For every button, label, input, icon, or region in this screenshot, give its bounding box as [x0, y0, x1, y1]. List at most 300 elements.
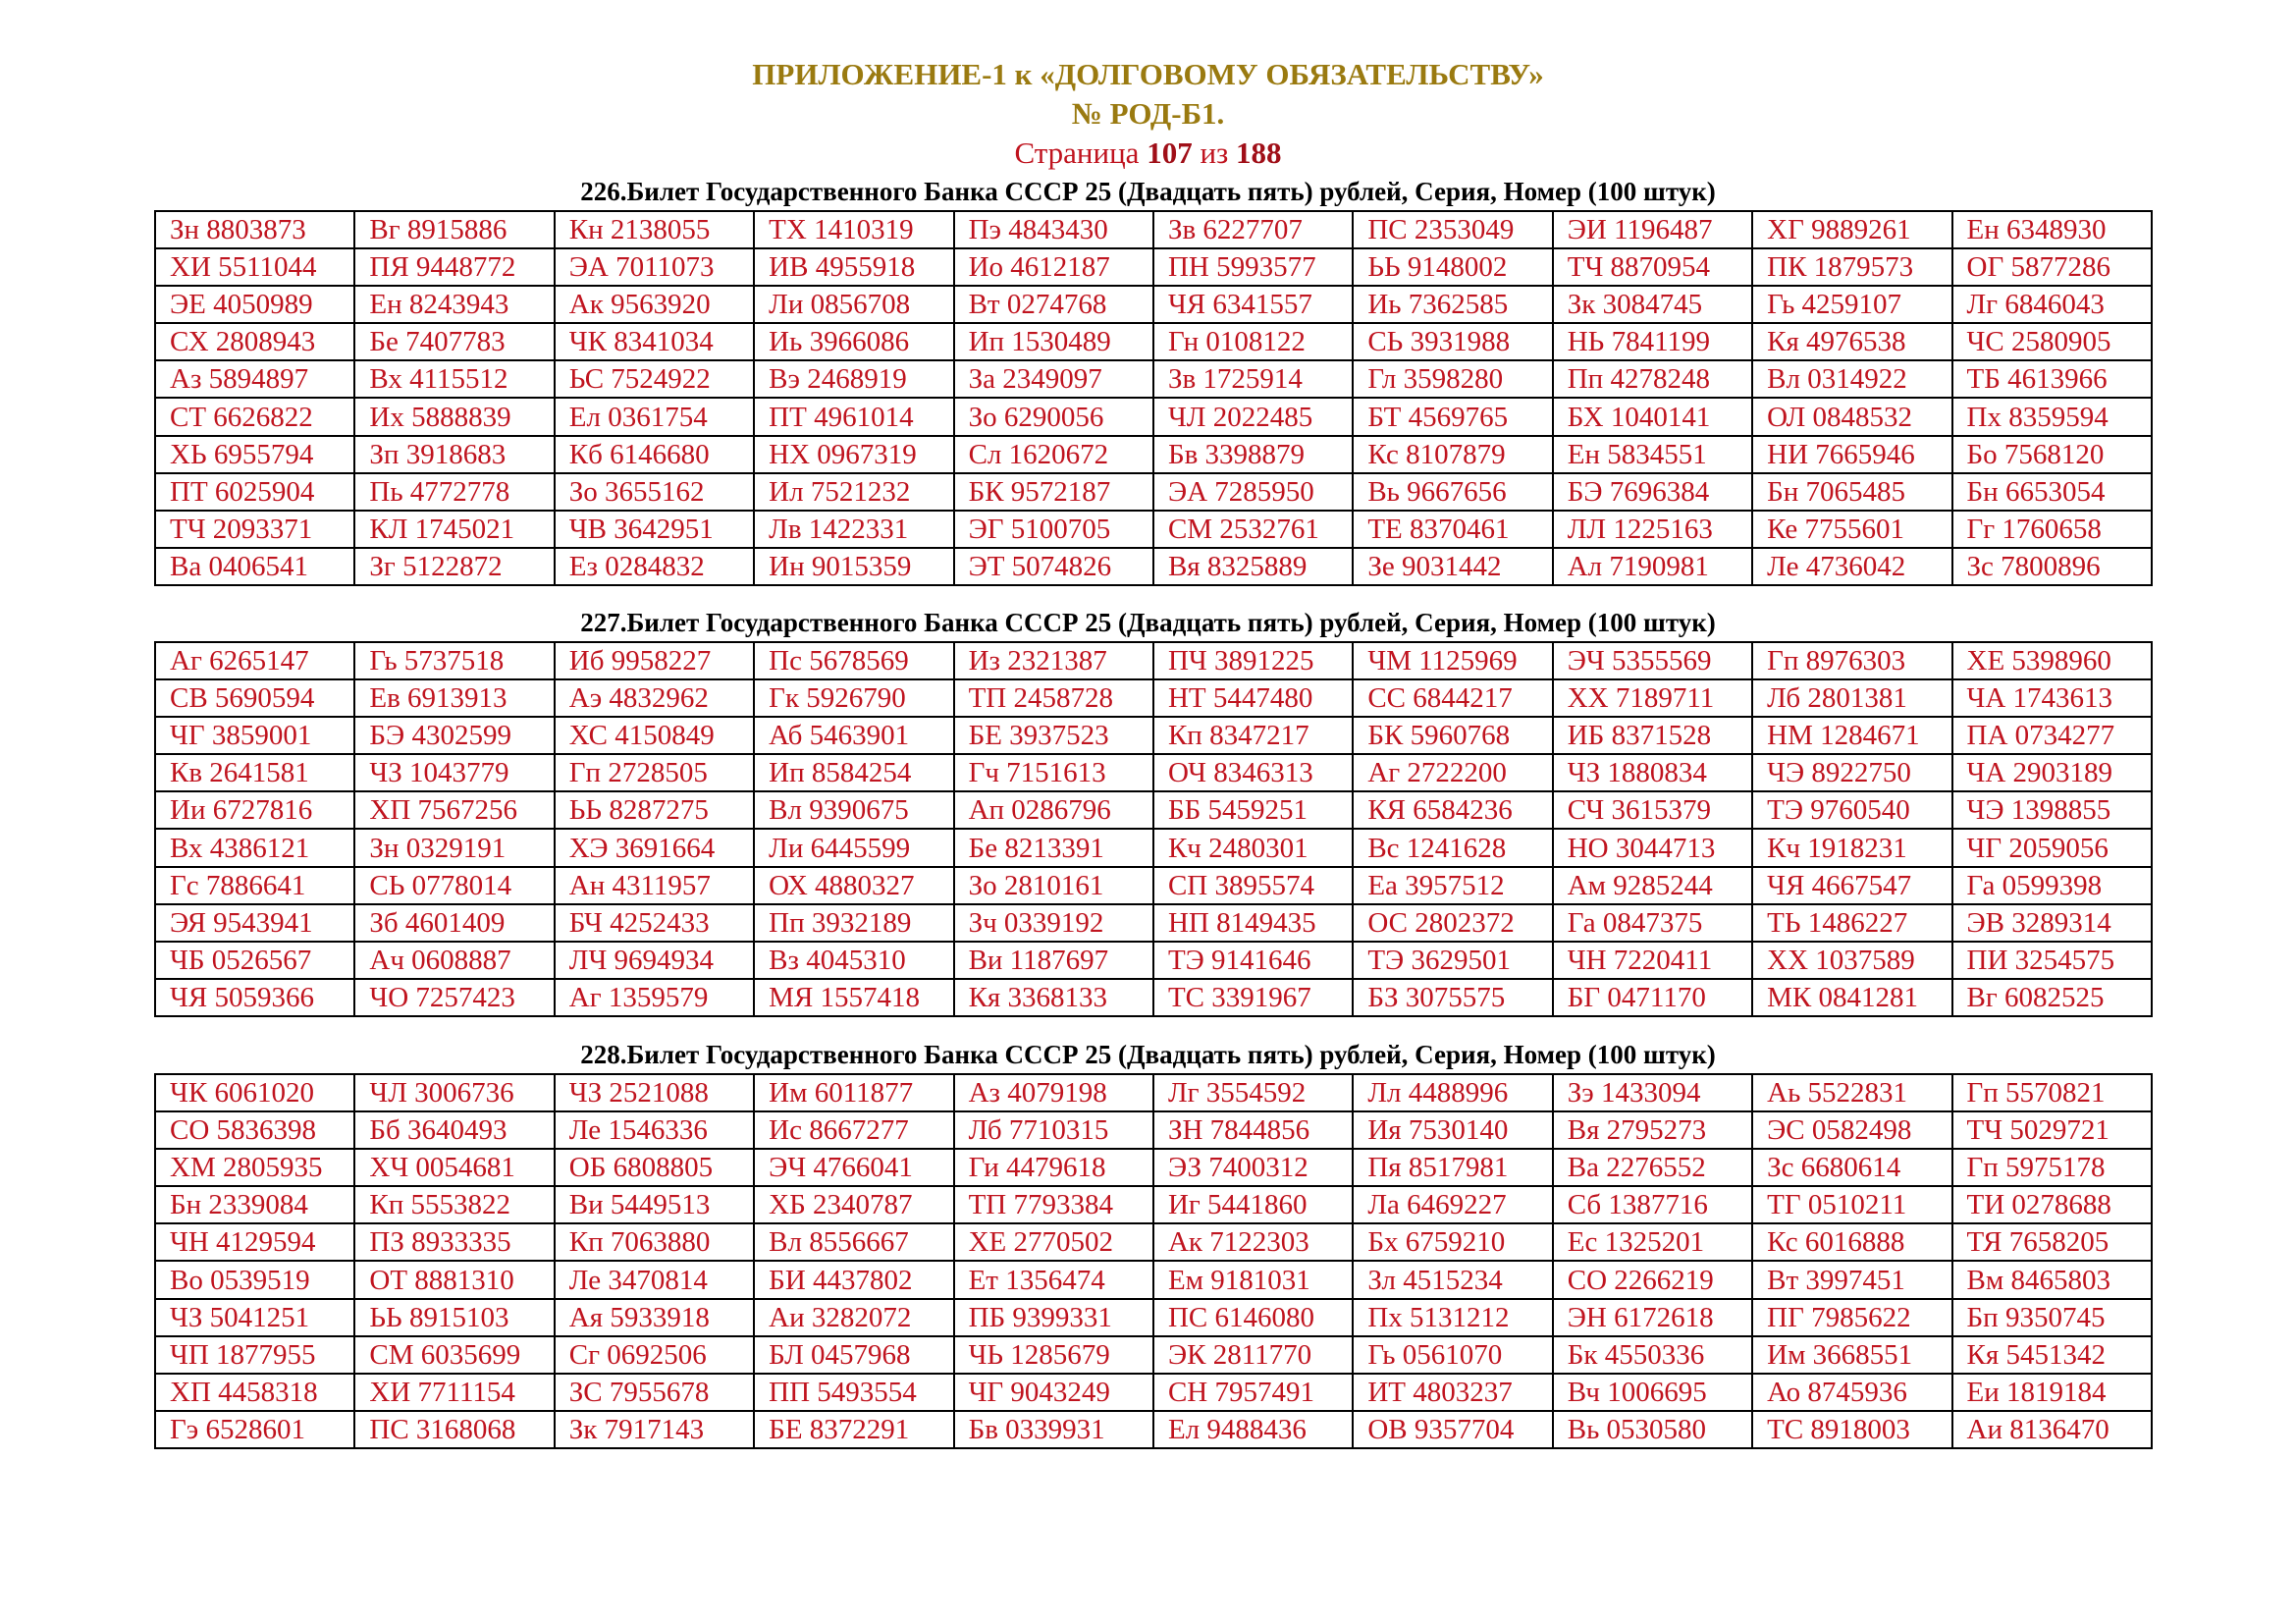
serial-number-cell: НИ 7665946	[1752, 436, 1951, 473]
serial-number-cell: ЧН 7220411	[1553, 942, 1752, 979]
table-row	[155, 473, 2152, 511]
serial-number-cell: ЭЧ 5355569	[1553, 642, 1752, 679]
serial-number-cell: ЭС 0582498	[1752, 1111, 1951, 1149]
serial-number-cell: ЧЯ 5059366	[155, 979, 354, 1016]
serial-number-cell: Ле 1546336	[555, 1111, 754, 1149]
serial-number-cell: ПЯ 9448772	[354, 248, 554, 286]
serial-number-cell: Зе 9031442	[1353, 548, 1552, 585]
serial-number-cell: ПН 5993577	[1153, 248, 1353, 286]
serial-number-cell: Ез 0284832	[555, 548, 754, 585]
serial-number-cell: Бк 4550336	[1553, 1336, 1752, 1374]
serial-number-cell: Пх 5131212	[1353, 1299, 1552, 1336]
serial-number-cell: МЯ 1557418	[754, 979, 953, 1016]
serial-number-cell: ХС 4150849	[555, 717, 754, 754]
serial-number-cell: Гь 5737518	[354, 642, 554, 679]
serial-number-cell: Ак 7122303	[1153, 1223, 1353, 1261]
document-title: ПРИЛОЖЕНИЕ-1 к «ДОЛГОВОМУ ОБЯЗАТЕЛЬСТВУ»	[752, 57, 1544, 91]
serial-number-cell: Пх 8359594	[1952, 398, 2152, 435]
serial-number-cell: Вч 1006695	[1553, 1374, 1752, 1411]
serial-number-cell: ЧК 8341034	[555, 323, 754, 360]
serial-number-cell: ЧЯ 6341557	[1153, 286, 1353, 323]
serial-number-cell: ЭЧ 4766041	[754, 1149, 953, 1186]
serial-number-cell: ХМ 2805935	[155, 1149, 354, 1186]
serial-number-cell: Ам 9285244	[1553, 867, 1752, 904]
serial-number-cell: БГ 0471170	[1553, 979, 1752, 1016]
serial-number-cell: Лл 4488996	[1353, 1074, 1552, 1111]
serial-number-cell: Еи 1819184	[1952, 1374, 2152, 1411]
serial-number-cell: Вь 0530580	[1553, 1411, 1752, 1448]
serial-number-cell: ЭА 7285950	[1153, 473, 1353, 511]
serial-number-cell: Бх 6759210	[1353, 1223, 1552, 1261]
serial-number-cell: ТЧ 8870954	[1553, 248, 1752, 286]
section-caption: 227.Билет Государственного Банка СССР 25 (Двадцать пять) рублей, Серия, Номер (100 штук)	[580, 608, 1716, 637]
serial-number-cell: ХП 4458318	[155, 1374, 354, 1411]
serial-number-cell: Зч 0339192	[954, 904, 1153, 942]
serial-number-cell: Ви 1187697	[954, 942, 1153, 979]
serial-number-cell: Аи 8136470	[1952, 1411, 2152, 1448]
serial-number-cell: Зв 1725914	[1153, 360, 1353, 398]
serial-number-cell: ОТ 8881310	[354, 1261, 554, 1298]
serial-number-cell: НЬ 7841199	[1553, 323, 1752, 360]
serial-number-cell: Ес 1325201	[1553, 1223, 1752, 1261]
serial-number-cell: ХХ 1037589	[1752, 942, 1951, 979]
serial-number-cell: ЧК 6061020	[155, 1074, 354, 1111]
serial-number-cell: Лв 1422331	[754, 511, 953, 548]
serial-number-cell: Ан 4311957	[555, 867, 754, 904]
serial-number-cell: ЧО 7257423	[354, 979, 554, 1016]
serial-number-cell: ЗН 7844856	[1153, 1111, 1353, 1149]
serial-number-cell: СЧ 3615379	[1553, 791, 1752, 829]
table-row	[155, 548, 2152, 585]
serial-number-cell: СХ 2808943	[155, 323, 354, 360]
serial-number-cell: Вь 9667656	[1353, 473, 1552, 511]
serial-number-cell: ПИ 3254575	[1952, 942, 2152, 979]
serial-number-cell: ПГ 7985622	[1752, 1299, 1951, 1336]
serial-number-cell: ЬЬ 8915103	[354, 1299, 554, 1336]
serial-number-cell: БИ 4437802	[754, 1261, 953, 1298]
serial-number-cell: БЭ 7696384	[1553, 473, 1752, 511]
serial-number-cell: Им 6011877	[754, 1074, 953, 1111]
serial-number-cell: ХЕ 5398960	[1952, 642, 2152, 679]
serial-number-cell: ПС 6146080	[1153, 1299, 1353, 1336]
serial-number-cell: ОС 2802372	[1353, 904, 1552, 942]
serial-number-cell: ТХ 1410319	[754, 211, 953, 248]
serial-number-cell: Гь 0561070	[1353, 1336, 1552, 1374]
serial-number-cell: ТЕ 8370461	[1353, 511, 1552, 548]
serial-number-cell: Бн 2339084	[155, 1186, 354, 1223]
serial-number-cell: ТС 8918003	[1752, 1411, 1951, 1448]
serial-number-cell: Кв 2641581	[155, 754, 354, 791]
serial-number-cell: Пэ 4843430	[954, 211, 1153, 248]
serial-number-cell: Ги 4479618	[954, 1149, 1153, 1186]
serial-number-cell: Ия 7530140	[1353, 1111, 1552, 1149]
serial-number-cell: ЭЕ 4050989	[155, 286, 354, 323]
serial-number-cell: Ил 7521232	[754, 473, 953, 511]
table-row	[155, 1411, 2152, 1448]
serial-number-cell: ЬС 7524922	[555, 360, 754, 398]
serial-number-cell: Зо 3655162	[555, 473, 754, 511]
serial-number-cell: Иь 3966086	[754, 323, 953, 360]
serial-number-cell: ЛЧ 9694934	[555, 942, 754, 979]
page-indicator	[0, 135, 2296, 171]
serial-number-cell: Зв 6227707	[1153, 211, 1353, 248]
serial-number-cell: Ли 6445599	[754, 829, 953, 866]
serial-number-cell: ТЭ 9760540	[1752, 791, 1951, 829]
serial-number-cell: ЧЗ 1043779	[354, 754, 554, 791]
serial-number-cell: ЭН 6172618	[1553, 1299, 1752, 1336]
document-number: № РОД-Б1.	[1071, 96, 1225, 131]
serial-number-cell: БЕ 3937523	[954, 717, 1153, 754]
serial-number-cell: ЧЭ 1398855	[1952, 791, 2152, 829]
table-row	[155, 1336, 2152, 1374]
serial-number-cell: Ен 6348930	[1952, 211, 2152, 248]
serial-number-cell: ЧБ 0526567	[155, 942, 354, 979]
serial-number-cell: СС 6844217	[1353, 679, 1552, 717]
serial-number-cell: Зн 8803873	[155, 211, 354, 248]
serial-number-cell: Ке 7755601	[1752, 511, 1951, 548]
serial-number-cell: ПС 3168068	[354, 1411, 554, 1448]
serial-number-cell: Ли 0856708	[754, 286, 953, 323]
serial-number-cell: Ем 9181031	[1153, 1261, 1353, 1298]
serial-number-cell: СО 2266219	[1553, 1261, 1752, 1298]
serial-number-cell: Сг 0692506	[555, 1336, 754, 1374]
serial-number-cell: Аг 2722200	[1353, 754, 1552, 791]
serial-number-cell: СП 3895574	[1153, 867, 1353, 904]
serial-number-cell: ЧА 1743613	[1952, 679, 2152, 717]
serial-number-cell: НО 3044713	[1553, 829, 1752, 866]
page-of: из	[1192, 135, 1237, 170]
serial-number-cell: Вэ 2468919	[754, 360, 953, 398]
serial-number-cell: Из 2321387	[954, 642, 1153, 679]
serial-number-cell: Вх 4386121	[155, 829, 354, 866]
serial-number-cell: Вл 0314922	[1752, 360, 1951, 398]
serial-number-cell: Аг 6265147	[155, 642, 354, 679]
serial-number-cell: ЧЛ 2022485	[1153, 398, 1353, 435]
table-row	[155, 360, 2152, 398]
serial-number-cell: СМ 2532761	[1153, 511, 1353, 548]
table-row	[155, 1074, 2152, 1111]
serial-number-cell: Вх 4115512	[354, 360, 554, 398]
serial-number-cell: Гс 7886641	[155, 867, 354, 904]
serial-number-cell: КЛ 1745021	[354, 511, 554, 548]
serial-number-cell: Вт 0274768	[954, 286, 1153, 323]
serial-number-cell: ЧЗ 1880834	[1553, 754, 1752, 791]
serial-number-cell: Ел 9488436	[1153, 1411, 1353, 1448]
serial-number-cell: Гл 3598280	[1353, 360, 1552, 398]
serial-number-cell: Зо 2810161	[954, 867, 1153, 904]
serial-number-cell: Зэ 1433094	[1553, 1074, 1752, 1111]
serial-number-cell: ПА 0734277	[1952, 717, 2152, 754]
serial-number-cell: Зб 4601409	[354, 904, 554, 942]
serial-number-cell: Вл 8556667	[754, 1223, 953, 1261]
serial-number-cell: ОВ 9357704	[1353, 1411, 1552, 1448]
serial-number-cell: Бе 7407783	[354, 323, 554, 360]
serial-number-cell: Лг 3554592	[1153, 1074, 1353, 1111]
table-row	[155, 1223, 2152, 1261]
serial-number-cell: ТЬ 1486227	[1752, 904, 1951, 942]
table-row	[155, 248, 2152, 286]
serial-number-cell: Ая 5933918	[555, 1299, 754, 1336]
serial-number-cell: СМ 6035699	[354, 1336, 554, 1374]
serial-number-cell: Гн 0108122	[1153, 323, 1353, 360]
table-row	[155, 679, 2152, 717]
serial-number-cell: БК 5960768	[1353, 717, 1552, 754]
serial-number-cell: Ва 2276552	[1553, 1149, 1752, 1186]
table-row	[155, 1111, 2152, 1149]
serial-number-cell: ПБ 9399331	[954, 1299, 1153, 1336]
serial-number-cell: Ел 0361754	[555, 398, 754, 435]
serial-number-cell: Кп 5553822	[354, 1186, 554, 1223]
table-row	[155, 1149, 2152, 1186]
serial-number-cell: Ал 7190981	[1553, 548, 1752, 585]
serial-number-cell: Зк 7917143	[555, 1411, 754, 1448]
table-row	[155, 867, 2152, 904]
serial-number-cell: Зп 3918683	[354, 436, 554, 473]
serial-number-cell: Бе 8213391	[954, 829, 1153, 866]
page-prefix: Страница	[1014, 135, 1148, 170]
serial-number-cell: Бв 3398879	[1153, 436, 1353, 473]
serial-number-cell: ОГ 5877286	[1952, 248, 2152, 286]
serial-number-cell: Аи 3282072	[754, 1299, 953, 1336]
serial-number-cell: ОХ 4880327	[754, 867, 953, 904]
serial-number-cell: Пс 5678569	[754, 642, 953, 679]
serial-number-cell: Ев 6913913	[354, 679, 554, 717]
serial-number-cell: НМ 1284671	[1752, 717, 1951, 754]
serial-number-cell: ТГ 0510211	[1752, 1186, 1951, 1223]
serial-number-cell: Ле 4736042	[1752, 548, 1951, 585]
serial-number-cell: Вя 8325889	[1153, 548, 1353, 585]
serial-number-cell: Зн 0329191	[354, 829, 554, 866]
serial-number-cell: ТЭ 3629501	[1353, 942, 1552, 979]
serial-number-cell: Зс 7800896	[1952, 548, 2152, 585]
serial-number-cell: ИВ 4955918	[754, 248, 953, 286]
table-row	[155, 1261, 2152, 1298]
serial-number-cell: Ии 6727816	[155, 791, 354, 829]
serial-number-cell: Ип 8584254	[754, 754, 953, 791]
serial-number-cell: ЬЬ 9148002	[1353, 248, 1552, 286]
serial-number-cell: МК 0841281	[1752, 979, 1951, 1016]
serial-number-cell: БЗ 3075575	[1353, 979, 1552, 1016]
serial-number-cell: Ле 3470814	[555, 1261, 754, 1298]
serial-number-cell: Аг 1359579	[555, 979, 754, 1016]
serial-number-cell: Бб 3640493	[354, 1111, 554, 1149]
serial-number-cell: ХП 7567256	[354, 791, 554, 829]
serial-number-cell: ТЧ 2093371	[155, 511, 354, 548]
table-row	[155, 436, 2152, 473]
serial-number-cell: Гэ 6528601	[155, 1411, 354, 1448]
serial-number-cell: Гг 1760658	[1952, 511, 2152, 548]
serial-number-cell: Кя 3368133	[954, 979, 1153, 1016]
table-row	[155, 791, 2152, 829]
table-row	[155, 942, 2152, 979]
serial-number-cell: БЛ 0457968	[754, 1336, 953, 1374]
serial-number-cell: ЧН 4129594	[155, 1223, 354, 1261]
serial-number-cell: ОБ 6808805	[555, 1149, 754, 1186]
table-row	[155, 754, 2152, 791]
serial-number-cell: Кб 6146680	[555, 436, 754, 473]
serial-number-cell: ЧС 2580905	[1952, 323, 2152, 360]
serial-number-cell: ХХ 7189711	[1553, 679, 1752, 717]
serial-number-cell: ТБ 4613966	[1952, 360, 2152, 398]
table-row	[155, 1374, 2152, 1411]
serial-number-cell: ТЯ 7658205	[1952, 1223, 2152, 1261]
serial-number-cell: СЬ 0778014	[354, 867, 554, 904]
serial-number-cell: ЧМ 1125969	[1353, 642, 1552, 679]
serial-number-cell: Иг 5441860	[1153, 1186, 1353, 1223]
serial-number-cell: БЭ 4302599	[354, 717, 554, 754]
serial-number-cell: Аь 5522831	[1752, 1074, 1951, 1111]
table-row	[155, 511, 2152, 548]
serial-number-cell: БТ 4569765	[1353, 398, 1552, 435]
serial-number-cell: ИБ 8371528	[1553, 717, 1752, 754]
serial-number-cell: Пп 3932189	[754, 904, 953, 942]
serial-number-cell: ТЧ 5029721	[1952, 1111, 2152, 1149]
serial-number-cell: ХИ 5511044	[155, 248, 354, 286]
serial-number-cell: ЭИ 1196487	[1553, 211, 1752, 248]
serial-number-cell: Вм 8465803	[1952, 1261, 2152, 1298]
serial-number-cell: Еа 3957512	[1353, 867, 1552, 904]
serial-number-cell: НТ 5447480	[1153, 679, 1353, 717]
serial-number-cell: Ак 9563920	[555, 286, 754, 323]
serial-number-cell: Зг 5122872	[354, 548, 554, 585]
serial-number-cell: Вл 9390675	[754, 791, 953, 829]
serial-number-cell: ХЕ 2770502	[954, 1223, 1153, 1261]
serial-number-cell: ЧЗ 5041251	[155, 1299, 354, 1336]
serial-number-cell: НП 8149435	[1153, 904, 1353, 942]
serial-number-cell: СТ 6626822	[155, 398, 354, 435]
table-row	[155, 979, 2152, 1016]
page-total: 188	[1236, 135, 1282, 170]
serial-number-cell: Гь 4259107	[1752, 286, 1951, 323]
serial-number-cell: Ио 4612187	[954, 248, 1153, 286]
serial-number-cell: Кч 2480301	[1153, 829, 1353, 866]
serial-number-cell: Ен 5834551	[1553, 436, 1752, 473]
serial-number-cell: Га 0847375	[1553, 904, 1752, 942]
serial-number-cell: Пя 8517981	[1353, 1149, 1552, 1186]
serial-number-cell: Зл 4515234	[1353, 1261, 1552, 1298]
serial-number-cell: КЯ 6584236	[1353, 791, 1552, 829]
serial-number-cell: ЧВ 3642951	[555, 511, 754, 548]
serial-number-cell: Аз 5894897	[155, 360, 354, 398]
serial-number-cell: ЧЭ 8922750	[1752, 754, 1951, 791]
serial-number-cell: ХЧ 0054681	[354, 1149, 554, 1186]
serial-number-cell: Кя 4976538	[1752, 323, 1951, 360]
serial-number-cell: ЭТ 5074826	[954, 548, 1153, 585]
serial-number-cell: Иь 7362585	[1353, 286, 1552, 323]
serial-number-cell: СВ 5690594	[155, 679, 354, 717]
serial-number-cell: Кн 2138055	[555, 211, 754, 248]
serial-number-cell: За 2349097	[954, 360, 1153, 398]
serial-number-cell: Их 5888839	[354, 398, 554, 435]
serial-number-cell: Во 0539519	[155, 1261, 354, 1298]
serial-number-cell: Ис 8667277	[754, 1111, 953, 1149]
serial-number-cell: Зк 3084745	[1553, 286, 1752, 323]
serial-number-cell: Ви 5449513	[555, 1186, 754, 1223]
serial-number-cell: Вг 6082525	[1952, 979, 2152, 1016]
serial-number-cell: ЬЬ 8287275	[555, 791, 754, 829]
serial-number-cell: ЧЯ 4667547	[1752, 867, 1951, 904]
serial-number-cell: ЧП 1877955	[155, 1336, 354, 1374]
serial-number-cell: Кп 7063880	[555, 1223, 754, 1261]
serial-number-cell: ЧА 2903189	[1952, 754, 2152, 791]
serial-number-cell: Кч 1918231	[1752, 829, 1951, 866]
table-row	[155, 642, 2152, 679]
serial-number-cell: Ет 1356474	[954, 1261, 1153, 1298]
serial-number-cell: ЧЗ 2521088	[555, 1074, 754, 1111]
serial-number-cell: Бп 9350745	[1952, 1299, 2152, 1336]
serial-number-cell: Вс 1241628	[1353, 829, 1552, 866]
serial-number-cell: Аэ 4832962	[555, 679, 754, 717]
serial-number-cell: ПП 5493554	[754, 1374, 953, 1411]
serial-number-cell: СО 5836398	[155, 1111, 354, 1149]
serial-number-cell: ХЬ 6955794	[155, 436, 354, 473]
serial-number-cell: Зс 6680614	[1752, 1149, 1951, 1186]
serial-number-cell: ЧГ 2059056	[1952, 829, 2152, 866]
serial-number-cell: Гк 5926790	[754, 679, 953, 717]
serial-number-cell: Гп 5570821	[1952, 1074, 2152, 1111]
serial-number-cell: Иб 9958227	[555, 642, 754, 679]
serial-number-cell: Бн 7065485	[1752, 473, 1951, 511]
table-row	[155, 398, 2152, 435]
serial-number-cell: Вз 4045310	[754, 942, 953, 979]
serial-number-cell: Ач 0608887	[354, 942, 554, 979]
section-caption: 226.Билет Государственного Банка СССР 25 (Двадцать пять) рублей, Серия, Номер (100 штук)	[580, 177, 1716, 206]
serial-number-cell: ЗС 7955678	[555, 1374, 754, 1411]
table-row	[155, 717, 2152, 754]
banknote-table	[154, 641, 2153, 1017]
serial-number-cell: ЭА 7011073	[555, 248, 754, 286]
serial-number-cell: ПК 1879573	[1752, 248, 1951, 286]
serial-number-cell: Ао 8745936	[1752, 1374, 1951, 1411]
serial-number-cell: СЬ 3931988	[1353, 323, 1552, 360]
serial-number-cell: Бо 7568120	[1952, 436, 2152, 473]
serial-number-cell: ПЗ 8933335	[354, 1223, 554, 1261]
serial-number-cell: ТС 3391967	[1153, 979, 1353, 1016]
serial-number-cell: ЭГ 5100705	[954, 511, 1153, 548]
serial-number-cell: ИТ 4803237	[1353, 1374, 1552, 1411]
serial-number-cell: НХ 0967319	[754, 436, 953, 473]
serial-number-cell: ЧГ 9043249	[954, 1374, 1153, 1411]
serial-number-cell: Сб 1387716	[1553, 1186, 1752, 1223]
serial-number-cell: ТП 2458728	[954, 679, 1153, 717]
serial-number-cell: ХЭ 3691664	[555, 829, 754, 866]
serial-number-cell: Им 3668551	[1752, 1336, 1951, 1374]
serial-number-cell: Кя 5451342	[1952, 1336, 2152, 1374]
serial-number-cell: Ап 0286796	[954, 791, 1153, 829]
serial-number-cell: Лб 7710315	[954, 1111, 1153, 1149]
table-row	[155, 1299, 2152, 1336]
serial-number-cell: ОЛ 0848532	[1752, 398, 1951, 435]
section-caption: 228.Билет Государственного Банка СССР 25 (Двадцать пять) рублей, Серия, Номер (100 штук)	[580, 1040, 1716, 1069]
serial-number-cell: ПЧ 3891225	[1153, 642, 1353, 679]
serial-number-cell: ХИ 7711154	[354, 1374, 554, 1411]
serial-number-cell: Пп 4278248	[1553, 360, 1752, 398]
serial-number-cell: Га 0599398	[1952, 867, 2152, 904]
serial-number-cell: ЭК 2811770	[1153, 1336, 1353, 1374]
serial-number-cell: ТЭ 9141646	[1153, 942, 1353, 979]
serial-number-cell: Вя 2795273	[1553, 1111, 1752, 1149]
serial-number-cell: ПТ 4961014	[754, 398, 953, 435]
table-row	[155, 211, 2152, 248]
serial-number-cell: БЧ 4252433	[555, 904, 754, 942]
serial-number-cell: Кп 8347217	[1153, 717, 1353, 754]
serial-number-cell: ЧЬ 1285679	[954, 1336, 1153, 1374]
table-row	[155, 829, 2152, 866]
serial-number-cell: ЧГ 3859001	[155, 717, 354, 754]
table-row	[155, 904, 2152, 942]
table-row	[155, 323, 2152, 360]
serial-number-cell: СН 7957491	[1153, 1374, 1353, 1411]
